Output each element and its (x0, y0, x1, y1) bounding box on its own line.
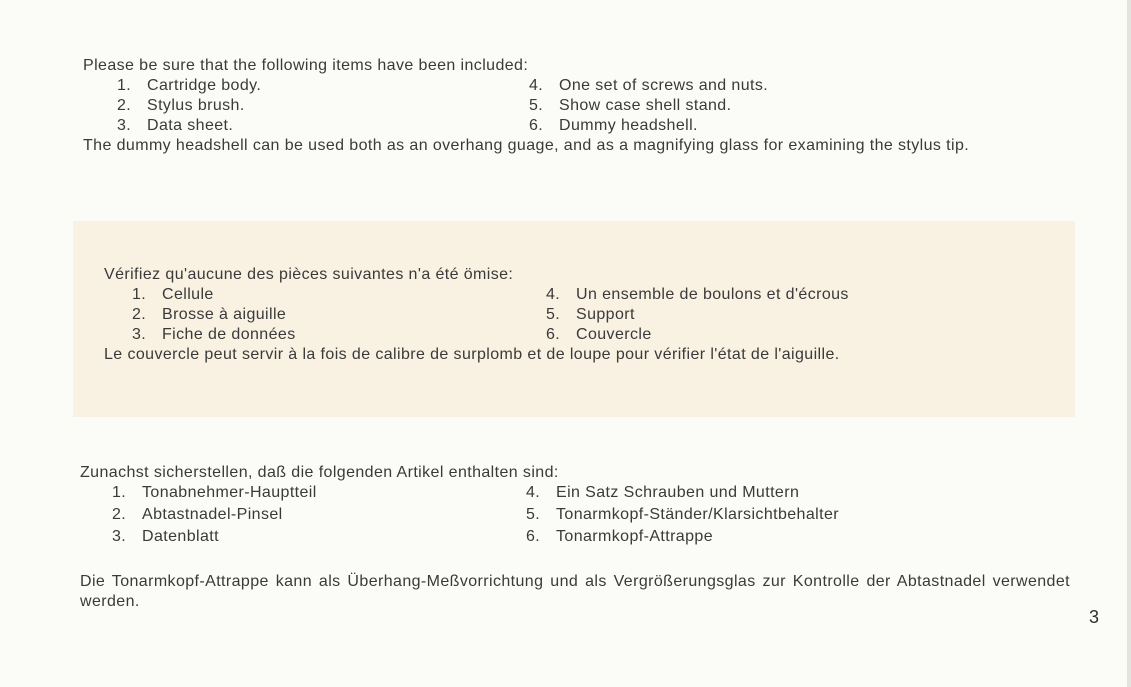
item-text: Show case shell stand. (559, 97, 732, 114)
section-french (104, 265, 1064, 365)
item-text: Ein Satz Schrauben und Muttern (556, 484, 800, 501)
page-edge (1127, 0, 1131, 687)
section-english (83, 56, 1073, 162)
german-note: Die Tonarmkopf-Attrappe kann als Überhang-Meßvorrichtung und als Vergrößerungsglas zur Kontrolle der Abtastnadel verwendet werden. (80, 573, 1070, 610)
list-item (132, 285, 214, 305)
list-item (526, 483, 799, 503)
item-text: Support (576, 306, 635, 323)
item-text: Couvercle (576, 326, 652, 343)
list-item (112, 527, 219, 547)
item-text: Tonarmkopf-Ständer/Klarsichtbehalter (556, 506, 839, 523)
item-number: 3. (112, 528, 127, 545)
item-text: Data sheet. (147, 117, 234, 134)
english-intro: Please be sure that the following items have been included: (83, 57, 529, 74)
list-item (546, 285, 849, 305)
item-number: 4. (526, 484, 541, 501)
list-item (132, 325, 296, 345)
item-number: 4. (529, 77, 544, 94)
item-text: Abtastnadel-Pinsel (142, 506, 283, 523)
list-item (546, 305, 635, 325)
item-number: 5. (529, 97, 544, 114)
item-number: 6. (526, 528, 541, 545)
item-text: Brosse à aiguille (162, 306, 287, 323)
item-text: Stylus brush. (147, 97, 245, 114)
item-number: 2. (112, 506, 127, 523)
item-number: 4. (546, 286, 561, 303)
item-number: 6. (529, 117, 544, 134)
item-text: Fiche de données (162, 326, 296, 343)
list-item (117, 76, 261, 96)
item-text: Tonarmkopf-Attrappe (556, 528, 714, 545)
item-number: 3. (117, 117, 132, 134)
item-number: 2. (132, 306, 147, 323)
item-text: Dummy headshell. (559, 117, 698, 134)
english-note: The dummy headshell can be used both as an overhang guage, and as a magnifying glass for examining the stylus tip. (83, 137, 970, 154)
item-number: 1. (132, 286, 147, 303)
page-number: 3 (1089, 607, 1100, 627)
french-note: Le couvercle peut servir à la fois de calibre de surplomb et de loupe pour vérifier l'état de l'aiguille. (104, 346, 840, 363)
item-text: Cellule (162, 286, 214, 303)
list-item (529, 96, 731, 116)
item-number: 3. (132, 326, 147, 343)
item-number: 1. (112, 484, 127, 501)
list-item (112, 505, 283, 525)
german-item-list (80, 483, 1070, 545)
item-number: 2. (117, 97, 132, 114)
item-number: 6. (546, 326, 561, 343)
item-text: Un ensemble de boulons et d'écrous (576, 286, 849, 303)
list-item (117, 116, 233, 136)
german-intro: Zunachst sicherstellen, daß die folgenden Artikel enthalten sind: (80, 464, 559, 481)
list-item (526, 527, 713, 547)
list-item (546, 325, 652, 345)
item-text: Datenblatt (142, 528, 219, 545)
list-item (529, 116, 698, 136)
item-text: One set of screws and nuts. (559, 77, 769, 94)
item-number: 5. (546, 306, 561, 323)
item-text: Cartridge body. (147, 77, 262, 94)
french-intro: Vérifiez qu'aucune des pièces suivantes n'a été ömise: (104, 266, 514, 283)
list-item (529, 76, 768, 96)
section-german (80, 463, 1070, 612)
english-item-list (83, 76, 1073, 136)
french-item-list (104, 285, 1064, 345)
item-number: 1. (117, 77, 132, 94)
list-item (132, 305, 286, 325)
list-item (526, 505, 839, 525)
item-text: Tonabnehmer-Hauptteil (142, 484, 317, 501)
item-number: 5. (526, 506, 541, 523)
list-item (112, 483, 317, 503)
list-item (117, 96, 245, 116)
